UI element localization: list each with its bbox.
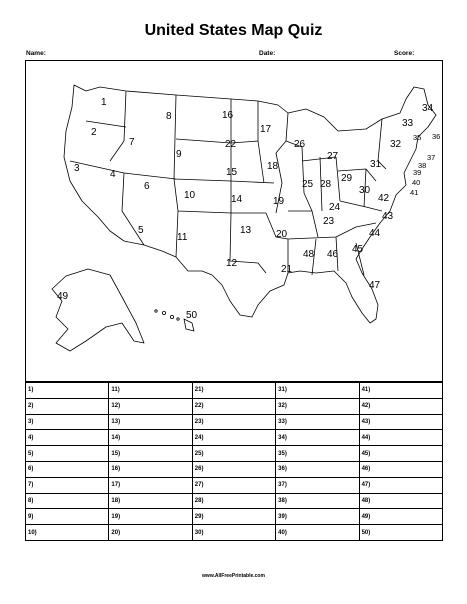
state-number-label: 17	[260, 124, 272, 135]
answer-cell: 23)	[192, 414, 275, 430]
state-number-labels	[57, 97, 440, 321]
state-number-label: 40	[412, 178, 421, 187]
answer-cell: 49)	[359, 509, 442, 525]
state-number-label: 27	[327, 151, 339, 162]
us-map	[26, 61, 442, 381]
state-number-label: 4	[110, 169, 116, 180]
answer-cell: 32)	[276, 398, 359, 414]
answer-cell: 17)	[109, 477, 192, 493]
answer-cell: 14)	[109, 430, 192, 446]
contiguous-us-outline	[64, 85, 436, 323]
answer-cell: 1)	[26, 383, 109, 399]
state-number-label: 11	[177, 232, 188, 243]
answer-cell: 35)	[276, 446, 359, 462]
state-number-label: 6	[144, 181, 150, 192]
state-number-label: 35	[413, 133, 422, 142]
answer-row	[26, 446, 443, 462]
answer-cell: 11)	[109, 383, 192, 399]
state-number-label: 16	[222, 110, 234, 121]
answer-cell: 22)	[192, 398, 275, 414]
state-number-label: 8	[166, 111, 172, 122]
state-number-label: 26	[294, 139, 306, 150]
answer-cell: 2)	[26, 398, 109, 414]
state-number-label: 14	[231, 194, 243, 205]
answer-cell: 34)	[276, 430, 359, 446]
state-number-label: 30	[359, 185, 371, 196]
answer-cell: 42)	[359, 398, 442, 414]
state-number-label: 42	[378, 193, 390, 204]
answer-cell: 37)	[276, 477, 359, 493]
state-number-label: 12	[226, 258, 238, 269]
answer-cell: 28)	[192, 493, 275, 509]
answer-cell: 20)	[109, 525, 192, 541]
answer-row	[26, 414, 443, 430]
state-number-label: 33	[402, 118, 414, 129]
state-number-label: 22	[225, 139, 237, 150]
answer-cell: 39)	[276, 509, 359, 525]
score-field-label: Score:	[394, 50, 415, 57]
answer-cell: 30)	[192, 525, 275, 541]
state-number-label: 9	[176, 149, 182, 160]
answer-table	[25, 382, 443, 541]
map-outlines	[52, 85, 436, 351]
footer-website: www.AllFreePrintable.com	[202, 573, 265, 579]
answer-cell: 19)	[109, 509, 192, 525]
answer-cell: 50)	[359, 525, 442, 541]
answer-cell: 16)	[109, 461, 192, 477]
answer-cell: 9)	[26, 509, 109, 525]
state-number-label: 43	[382, 211, 394, 222]
alaska-outline	[52, 269, 144, 351]
answer-cell: 7)	[26, 477, 109, 493]
state-number-label: 2	[91, 127, 97, 138]
state-number-label: 7	[129, 137, 135, 148]
answer-cell: 29)	[192, 509, 275, 525]
state-number-label: 1	[101, 97, 107, 108]
state-number-label: 18	[267, 161, 279, 172]
state-number-label: 3	[74, 163, 80, 174]
answer-cell: 24)	[192, 430, 275, 446]
date-field-label: Date:	[259, 50, 276, 57]
answer-row	[26, 398, 443, 414]
answer-cell: 18)	[109, 493, 192, 509]
answer-cell: 21)	[192, 383, 275, 399]
state-number-label: 28	[320, 179, 332, 190]
state-number-label: 36	[432, 132, 441, 141]
state-number-label: 48	[303, 249, 315, 260]
state-number-label: 32	[390, 139, 402, 150]
answer-cell: 38)	[276, 493, 359, 509]
answer-cell: 47)	[359, 477, 442, 493]
answer-cell: 26)	[192, 461, 275, 477]
answer-cell: 43)	[359, 414, 442, 430]
state-number-label: 10	[184, 190, 196, 201]
answer-cell: 33)	[276, 414, 359, 430]
state-number-label: 49	[57, 291, 69, 302]
answer-cell: 31)	[276, 383, 359, 399]
state-number-label: 38	[418, 161, 427, 170]
answer-row	[26, 430, 443, 446]
answer-cell: 48)	[359, 493, 442, 509]
state-number-label: 44	[369, 228, 381, 239]
state-number-label: 39	[413, 168, 422, 177]
answer-cell: 27)	[192, 477, 275, 493]
answer-cell: 15)	[109, 446, 192, 462]
state-number-label: 50	[186, 310, 198, 321]
state-number-label: 24	[329, 202, 341, 213]
state-number-label: 19	[273, 196, 285, 207]
answer-cell: 8)	[26, 493, 109, 509]
state-number-label: 31	[370, 159, 382, 170]
state-number-label: 5	[138, 225, 144, 236]
state-number-label: 37	[427, 153, 436, 162]
state-number-label: 45	[352, 244, 364, 255]
answer-cell: 12)	[109, 398, 192, 414]
state-number-label: 15	[226, 167, 238, 178]
us-map-frame	[25, 60, 443, 382]
state-number-label: 20	[276, 229, 288, 240]
answer-cell: 4)	[26, 430, 109, 446]
name-field-label: Name:	[26, 50, 46, 57]
state-number-label: 41	[410, 188, 419, 197]
answer-cell: 25)	[192, 446, 275, 462]
answer-cell: 40)	[276, 525, 359, 541]
answer-cell: 3)	[26, 414, 109, 430]
answer-cell: 36)	[276, 461, 359, 477]
answer-row	[26, 509, 443, 525]
page-title: United States Map Quiz	[144, 22, 323, 39]
state-number-label: 29	[341, 173, 353, 184]
answer-cell: 10)	[26, 525, 109, 541]
state-number-label: 25	[302, 179, 314, 190]
answer-cell: 6)	[26, 461, 109, 477]
answer-cell: 13)	[109, 414, 192, 430]
answer-row	[26, 525, 443, 541]
state-number-label: 47	[369, 280, 381, 291]
answer-cell: 44)	[359, 430, 442, 446]
state-number-label: 13	[240, 225, 252, 236]
state-number-label: 23	[323, 216, 335, 227]
answer-cell: 45)	[359, 446, 442, 462]
answer-cell: 5)	[26, 446, 109, 462]
answer-row	[26, 493, 443, 509]
state-number-label: 21	[281, 264, 293, 275]
answer-row	[26, 383, 443, 399]
state-number-label: 34	[422, 103, 434, 114]
answer-cell: 41)	[359, 383, 442, 399]
answer-row	[26, 461, 443, 477]
answer-row	[26, 477, 443, 493]
state-number-label: 46	[327, 249, 339, 260]
answer-cell: 46)	[359, 461, 442, 477]
